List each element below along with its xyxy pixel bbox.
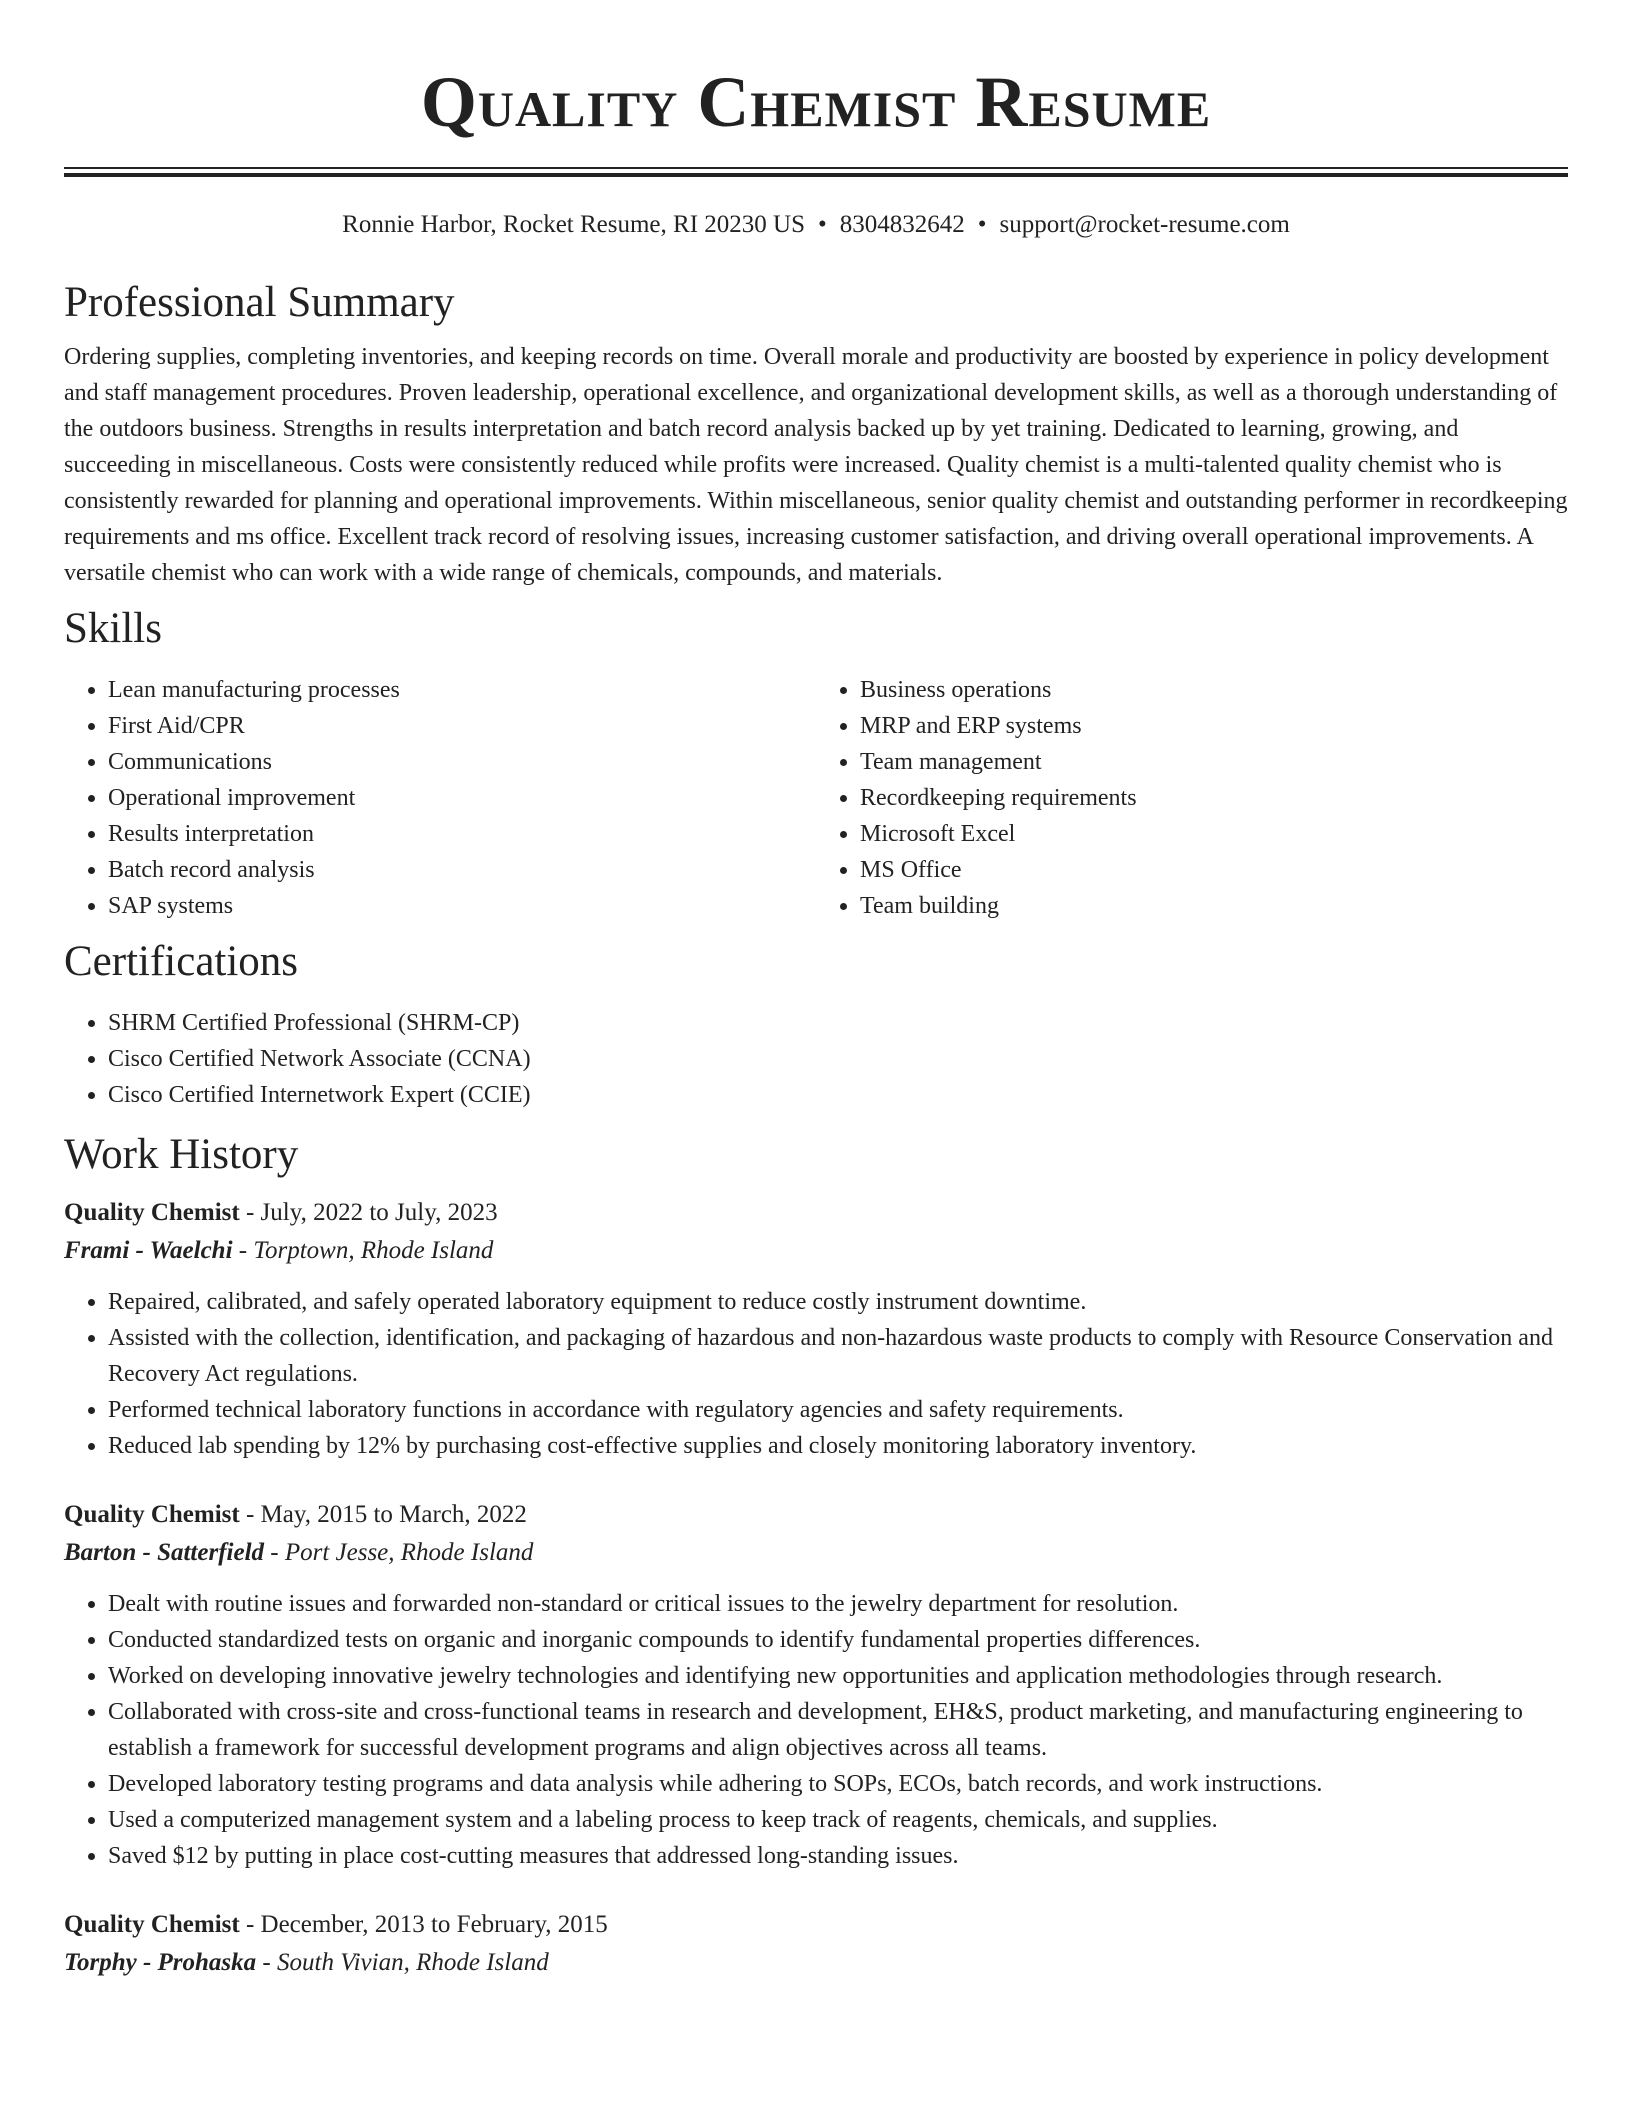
skill-item: • Team building: [860, 888, 1568, 924]
skill-item: • Lean manufacturing processes: [108, 672, 816, 708]
certification-item: • Cisco Certified Internetwork Expert (CCIE): [108, 1077, 1568, 1113]
contact-phone: 8304832642: [839, 211, 965, 238]
certifications-heading: Certifications: [64, 938, 299, 985]
summary-text: Ordering supplies, completing inventories, and keeping records on time. Overall morale and productivity are boosted by experience in policy development and staff management procedures. Proven leadership, operational excellence, and organizational development skills, as well as a thorough understanding of the outdoors business. Strengths in results interpretation and batch record analysis backed up by yet training. Dedicated to learning, growing, and succeeding in miscellaneous. Costs were consistently reduced while profits were increased. Quality chemist is a multi-talented quality chemist who is consistently rewarded for planning and operational improvements. Within miscellaneous, senior quality chemist and outstanding performer in recordkeeping requirements and ms office. Excellent track record of resolving issues, increasing customer satisfaction, and driving overall operational improvements. A versatile chemist who can work with a wide range of chemicals, compounds, and materials.: [64, 344, 1568, 586]
skill-item: • Communications: [108, 744, 816, 780]
job-title-line: [64, 1906, 1568, 1944]
skill-item: • SAP systems: [108, 888, 816, 924]
certification-item: • Cisco Certified Network Associate (CCNA): [108, 1041, 1568, 1077]
job-company-line: [64, 1944, 1568, 1982]
job-duty-item: • Dealt with routine issues and forwarded non-standard or critical issues to the jewelry department for resolution.: [108, 1586, 1568, 1622]
skill-item: • MS Office: [860, 852, 1568, 888]
job-duty-item: • Repaired, calibrated, and safely operated laboratory equipment to reduce costly instrument downtime.: [108, 1284, 1568, 1320]
contact-separator: •: [977, 211, 987, 238]
job-location: - Port Jesse, Rhode Island: [264, 1539, 534, 1566]
skill-item: • Team management: [860, 744, 1568, 780]
job-company-line: [64, 1534, 1568, 1572]
skills-heading: Skills: [64, 605, 162, 652]
job-entry: [64, 1496, 1568, 1874]
job-role: Quality Chemist: [64, 1911, 240, 1938]
skill-item: • First Aid/CPR: [108, 708, 816, 744]
certifications-list: [64, 1005, 1568, 1113]
job-duty-item: • Assisted with the collection, identification, and packaging of hazardous and non-hazardous waste products to comply with Resource Conservation and Recovery Act regulations.: [108, 1320, 1568, 1392]
job-duty-item: • Collaborated with cross-site and cross-functional teams in research and development, EH&S, product marketing, and manufacturing engineering to establish a framework for successful development programs and align objectives across all teams.: [108, 1694, 1568, 1766]
job-company: Frami - Waelchi: [64, 1237, 233, 1264]
skills-list-right: [816, 672, 1568, 924]
job-duties-list: [64, 1284, 1568, 1464]
job-title-line: [64, 1496, 1568, 1534]
skill-item: • Business operations: [860, 672, 1568, 708]
job-duty-item: • Developed laboratory testing programs and data analysis while adhering to SOPs, ECOs, batch records, and work instructions.: [108, 1766, 1568, 1802]
title-divider: [64, 167, 1568, 177]
job-duty-item: • Performed technical laboratory functions in accordance with regulatory agencies and safety requirements.: [108, 1392, 1568, 1428]
skills-list-left: [64, 672, 816, 924]
skill-item: • Microsoft Excel: [860, 816, 1568, 852]
resume-title: Quality Chemist Resume: [420, 62, 1212, 142]
job-location: - Torptown, Rhode Island: [232, 1237, 494, 1264]
job-role: Quality Chemist: [64, 1199, 240, 1226]
job-role: Quality Chemist: [64, 1501, 240, 1528]
job-duty-item: • Used a computerized management system and a labeling process to keep track of reagents, chemicals, and supplies.: [108, 1802, 1568, 1838]
job-company-line: [64, 1232, 1568, 1270]
skill-item: • Recordkeeping requirements: [860, 780, 1568, 816]
work-history-heading: Work History: [64, 1131, 299, 1178]
summary-heading: Professional Summary: [64, 279, 455, 326]
skill-item: • Operational improvement: [108, 780, 816, 816]
resume-page: [64, 0, 1568, 1982]
job-entry: [64, 1906, 1568, 1982]
contact-address: Ronnie Harbor, Rocket Resume, RI 20230 US: [342, 211, 805, 238]
certification-item: • SHRM Certified Professional (SHRM-CP): [108, 1005, 1568, 1041]
job-dates: - July, 2022 to July, 2023: [239, 1199, 498, 1226]
job-duty-item: • Conducted standardized tests on organic and inorganic compounds to identify fundamental properties differences.: [108, 1622, 1568, 1658]
contact-line: [64, 210, 1568, 240]
skill-item: • Results interpretation: [108, 816, 816, 852]
job-company: Barton - Satterfield: [64, 1539, 265, 1566]
contact-email: support@rocket-resume.com: [999, 211, 1290, 238]
job-entry: [64, 1194, 1568, 1464]
skill-item: • MRP and ERP systems: [860, 708, 1568, 744]
job-duty-item: • Saved $12 by putting in place cost-cutting measures that addressed long-standing issues.: [108, 1838, 1568, 1874]
job-duties-list: [64, 1586, 1568, 1874]
job-location: - South Vivian, Rhode Island: [256, 1949, 549, 1976]
job-company: Torphy - Prohaska: [64, 1949, 257, 1976]
job-dates: - May, 2015 to March, 2022: [239, 1501, 527, 1528]
job-duty-item: • Reduced lab spending by 12% by purchasing cost-effective supplies and closely monitoring laboratory inventory.: [108, 1428, 1568, 1464]
job-dates: - December, 2013 to February, 2015: [239, 1911, 608, 1938]
skill-item: • Batch record analysis: [108, 852, 816, 888]
job-duty-item: • Worked on developing innovative jewelry technologies and identifying new opportunities and application methodologies through research.: [108, 1658, 1568, 1694]
contact-separator: •: [818, 211, 827, 238]
skills-grid: [64, 672, 1568, 924]
job-title-line: [64, 1194, 1568, 1232]
